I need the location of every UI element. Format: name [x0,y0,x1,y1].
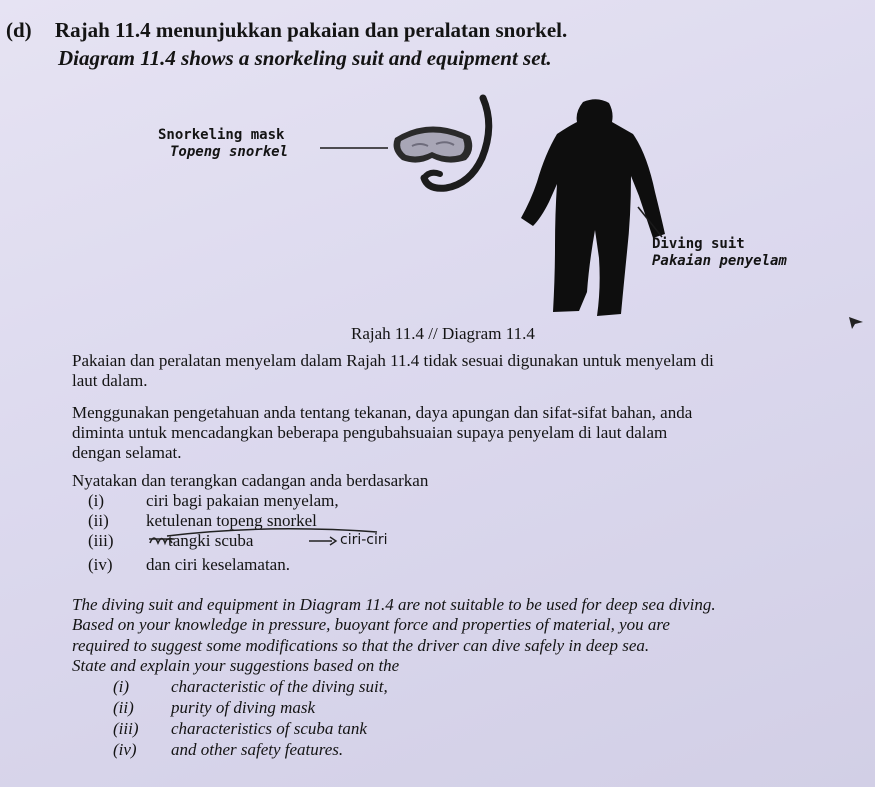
item-number: (i) [113,677,130,696]
handwritten-note: ciri-ciri [340,532,388,548]
item-number: (iv) [113,740,137,759]
item-text: purity of diving mask [171,698,316,717]
item-text: characteristics of scuba tank [171,719,367,738]
malay-item-1 [88,491,339,511]
item-number: (iii) [88,531,114,550]
english-item-3 [113,719,367,739]
english-paragraph-3: State and explain your suggestions based on the [72,656,400,675]
item-number: (i) [88,491,105,510]
english-item-2 [113,698,315,718]
diagram-caption: Rajah 11.4 // Diagram 11.4 [351,324,535,343]
malay-paragraph-3: Nyatakan dan terangkan cadangan anda berdasarkan [72,471,429,490]
cursor-arrow-icon [848,316,864,330]
item-text: and other safety features. [171,740,344,759]
mask-label-malay: Topeng snorkel [170,144,289,160]
english-item-4 [113,740,343,760]
suit-label-english: Diving suit [652,236,745,252]
snorkel-mask-illustration [300,88,515,208]
item-number: (iii) [113,719,139,738]
english-paragraph-2-line-2: required to suggest some modifications so that the driver can dive safely in deep sea. [72,636,650,655]
question-label: (d) [6,18,32,42]
suit-label-malay: Pakaian penyelam [652,253,787,269]
item-number: (iv) [88,555,113,574]
question-title-english: Diagram 11.4 shows a snorkeling suit and equipment set. [58,46,552,70]
malay-paragraph-2-line-3: dengan selamat. [72,443,182,462]
malay-paragraph-1-line-2: laut dalam. [72,371,148,390]
question-title-malay: Rajah 11.4 menunjukkan pakaian dan peralatan snorkel. [54,18,568,42]
item-text: ciri bagi pakaian menyelam, [146,491,339,510]
english-paragraph-1: The diving suit and equipment in Diagram 11.4 are not suitable to be used for deep sea diving. [72,595,716,614]
item-number: (ii) [113,698,134,717]
item-number: (ii) [88,511,109,530]
english-item-1 [113,677,388,697]
item-text: tangki scuba [168,531,254,550]
malay-item-4 [88,555,290,575]
malay-paragraph-2-line-2: diminta untuk mencadangkan beberapa pengubahsuaian supaya penyelam di laut dalam [72,423,668,442]
malay-paragraph-2-line-1: Menggunakan pengetahuan anda tentang tekanan, daya apungan dan sifat-sifat bahan, anda [72,403,693,422]
english-paragraph-2-line-1: Based on your knowledge in pressure, buoyant force and properties of material, you are [72,615,670,634]
question-header [6,18,567,43]
item-text: characteristic of the diving suit, [171,677,388,696]
malay-paragraph-1-line-1: Pakaian dan peralatan menyelam dalam Rajah 11.4 tidak sesuai digunakan untuk menyelam di [72,351,714,370]
item-text: dan ciri keselamatan. [146,555,290,574]
mask-label-english: Snorkeling mask [158,127,285,143]
item-text: ketulenan topeng snorkel [146,511,317,530]
handwritten-arrow-icon [308,535,338,547]
